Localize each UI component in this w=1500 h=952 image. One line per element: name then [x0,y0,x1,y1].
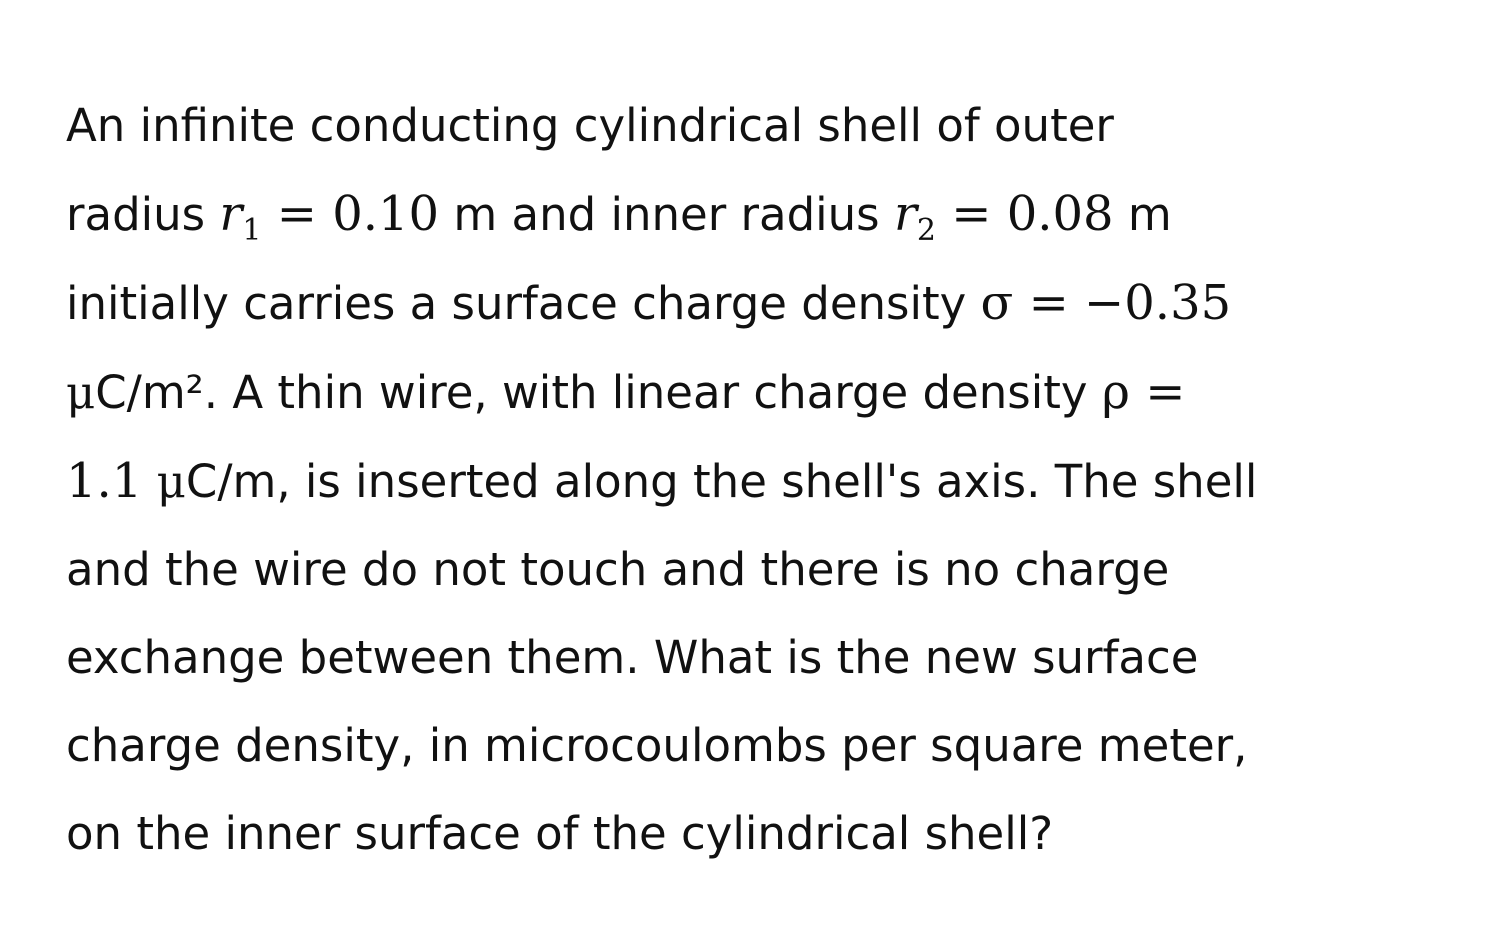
problem-line-1: An infinite conducting cylindrical shell of outer [66,99,1114,152]
rho-expression: ρ = [1101,364,1186,420]
rho-value: 1.1 [66,453,143,509]
problem-line-3 [66,259,1456,348]
text-segment: m and inner radius [439,188,894,241]
text-segment: radius [66,188,220,241]
r1-subscript: 1 [242,213,262,248]
r2-subscript: 2 [916,213,936,248]
r2-value: = 0.08 [935,186,1114,242]
r2-expression [893,186,1114,248]
r1-value: = 0.10 [261,186,440,242]
text-segment: C/m, is inserted along the shell's axis. The shell [185,455,1258,508]
problem-line-8: charge density, in microcoulombs per square meter, [66,719,1248,772]
problem-line-4 [66,348,1456,437]
text-segment: m [1113,188,1172,241]
text-segment: initially carries a surface charge density [66,277,981,330]
r2-symbol: r [893,186,917,242]
sigma-expression: σ = −0.35 [980,275,1232,331]
problem-line-9: on the inner surface of the cylindrical shell? [66,807,1054,860]
mu-symbol: μ [142,455,186,508]
problem-line-2 [66,170,1456,259]
problem-text [66,82,1456,878]
problem-line-7: exchange between them. What is the new surface [66,631,1199,684]
r1-symbol: r [219,186,243,242]
mu-symbol: μ [66,366,96,419]
problem-line-6: and the wire do not touch and there is no charge [66,543,1170,596]
r1-expression [219,186,440,248]
text-segment: C/m². A thin wire, with linear charge density [95,366,1102,419]
problem-line-5 [66,437,1456,526]
